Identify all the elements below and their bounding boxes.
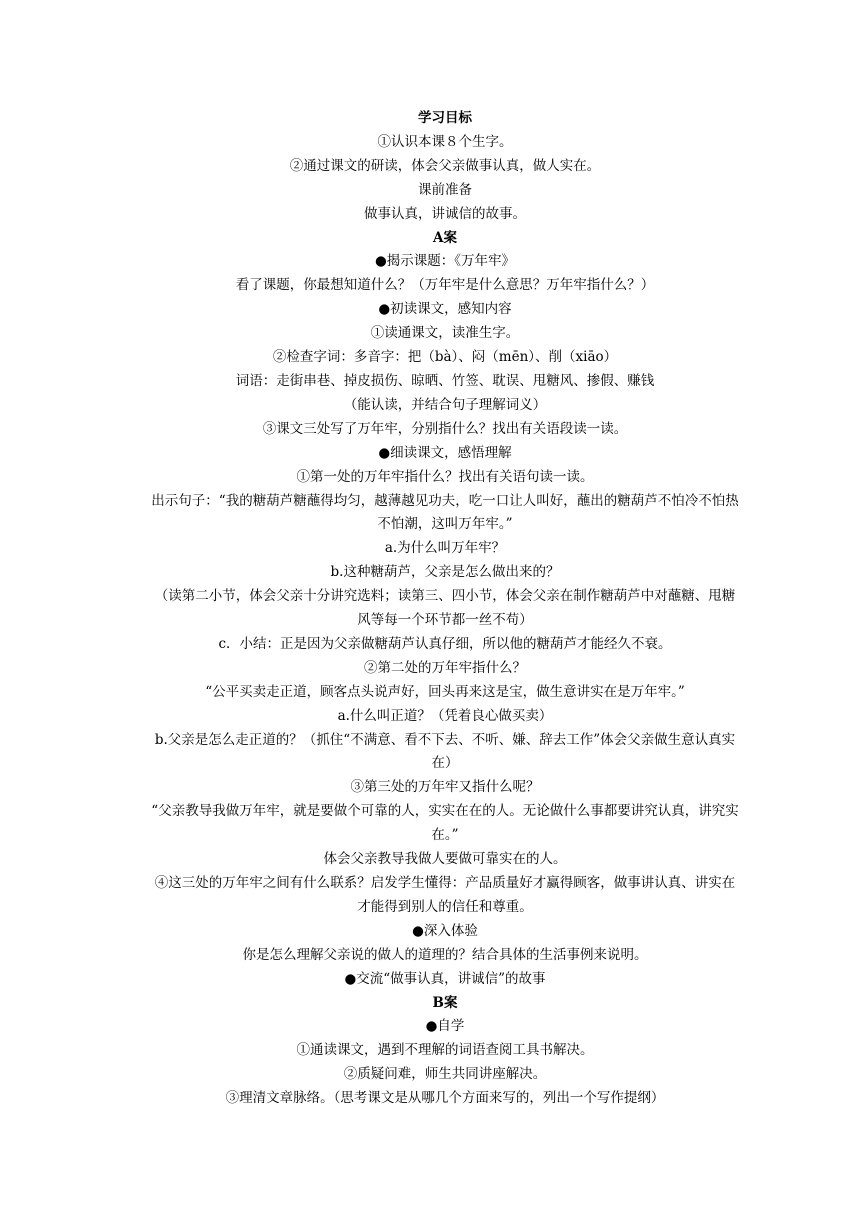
first-reading-item-2: ②检查字词：多音字：把（bà）、闷（mēn）、削（xiāo） bbox=[272, 349, 618, 366]
deep-experience-question: 你是怎么理解父亲说的做人的道理的？结合具体的生活事例来说明。 bbox=[242, 946, 648, 963]
close-reading-item-4: ④这三处的万年牢之间有什么联系？启发学生懂得：产品质量好才赢得顾客，做事讲认真、讲实在才能得到别人的信任和尊重。 bbox=[154, 875, 736, 915]
goal-item-2: ②通过课文的研读，体会父亲做事认真，做人实在。 bbox=[289, 157, 601, 174]
section-close-reading: ●细读课文，感悟理解 bbox=[378, 444, 512, 461]
quote-sentence-2: “公平买卖走正道，顾客点头说声好，回头再来这是宝，做生意讲实在是万年牢。” bbox=[205, 683, 685, 700]
document-body bbox=[150, 107, 740, 1111]
section-first-reading: ●初读课文，感知内容 bbox=[378, 301, 512, 318]
summary-c: c．小结：正是因为父亲做糖葫芦认真仔细，所以他的糖葫芦才能经久不衰。 bbox=[218, 635, 672, 652]
reading-note-3: 体会父亲教导我做人要做可靠实在的人。 bbox=[323, 851, 567, 868]
sub-question-a-2: a.什么叫正道？（凭着良心做买卖） bbox=[337, 707, 553, 724]
heading-plan-a: A案 bbox=[433, 229, 457, 246]
reveal-question: 看了课题，你最想知道什么？（万年牢是什么意思？万年牢指什么？） bbox=[235, 277, 655, 294]
heading-preparation: 课前准备 bbox=[418, 181, 472, 198]
section-self-study: ●自学 bbox=[425, 1018, 465, 1035]
self-study-item-2: ②质疑问难，师生共同讲座解决。 bbox=[343, 1066, 547, 1083]
goal-item-1: ①认识本课８个生字。 bbox=[377, 133, 513, 150]
first-reading-item-1: ①读通课文，读准生字。 bbox=[370, 325, 520, 342]
sub-question-b-1: b.这种糖葫芦，父亲是怎么做出来的？ bbox=[330, 564, 560, 581]
first-reading-item-3: ③课文三处写了万年牢，分别指什么？找出有关语段读一读。 bbox=[262, 420, 628, 437]
heading-learning-goals: 学习目标 bbox=[418, 110, 472, 126]
close-reading-item-2: ②第二处的万年牢指什么？ bbox=[364, 659, 526, 676]
sub-question-b-2: b.父亲是怎么走正道的？（抓住“不满意、看不下去、不听、嫌、辞去工作”体会父亲做生意认真实在） bbox=[154, 731, 736, 772]
quote-sentence-1: 出示句子：“我的糖葫芦糖蘸得均匀，越薄越见功夫，吃一口让人叫好，蘸出的糖葫芦不怕冷不怕热不怕潮，这叫万年牢。” bbox=[151, 492, 739, 533]
section-deep-experience: ●深入体验 bbox=[412, 922, 478, 939]
close-reading-item-1: ①第一处的万年牢指什么？找出有关语句读一读。 bbox=[296, 468, 594, 485]
close-reading-item-3: ③第三处的万年牢又指什么呢？ bbox=[350, 779, 540, 796]
self-study-item-3: ③理清文章脉络。（思考课文是从哪几个方面来写的，列出一个写作提纲） bbox=[225, 1090, 665, 1107]
sub-question-a-1: a.为什么叫万年牢？ bbox=[384, 540, 506, 557]
vocabulary-note: （能认读，并结合句子理解词义） bbox=[343, 396, 547, 413]
section-reveal-title: ●揭示课题：《万年牢》 bbox=[374, 253, 516, 270]
preparation-text: 做事认真，讲诚信的故事。 bbox=[364, 205, 526, 222]
quote-sentence-3: “父亲教导我做万年牢，就是要做个可靠的人，实实在在的人。无论做什么事都要讲究认真，讲究实在。” bbox=[151, 803, 739, 844]
heading-plan-b: B案 bbox=[432, 994, 458, 1011]
vocabulary-list: 词语：走街串巷、掉皮损伤、晾晒、竹签、耽误、甩糖风、掺假、赚钱 bbox=[235, 372, 655, 389]
reading-note-1: （读第二小节，体会父亲十分讲究选料；读第三、四小节，体会父亲在制作糖葫芦中对蘸糖、甩糖风等每一个环节都一丝不苟） bbox=[154, 588, 736, 629]
self-study-item-1: ①通读课文，遇到不理解的词语查阅工具书解决。 bbox=[296, 1042, 594, 1059]
section-share-stories: ●交流“做事认真，讲诚信”的故事 bbox=[344, 970, 546, 987]
